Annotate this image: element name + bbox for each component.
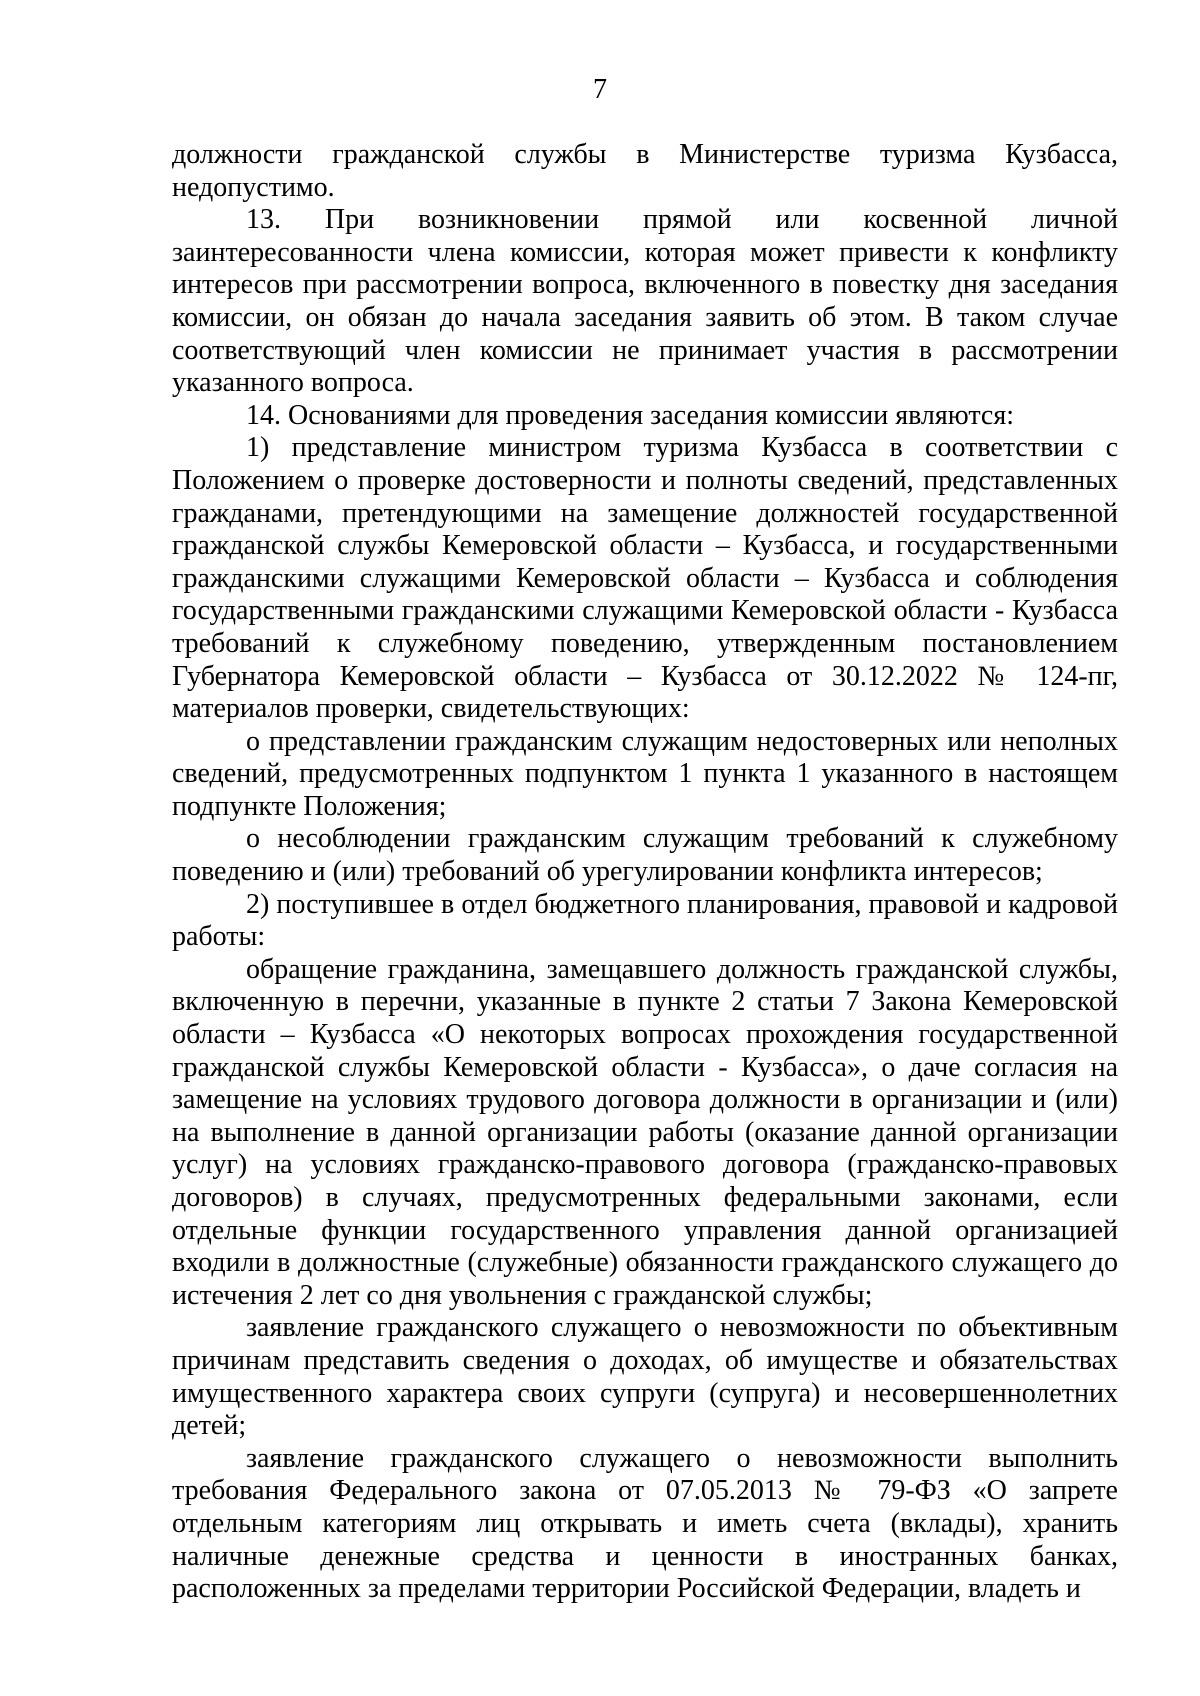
paragraph-subitem-1-b: о несоблюдении гражданским служащим требований к служебному поведению и (или) требований об урегулировании конфликта интересов; [172,823,1118,888]
paragraph-subitem-2: 2) поступившее в отдел бюджетного планирования, правовой и кадровой работы: [172,888,1118,953]
paragraph-subitem-1-a: о представлении гражданским служащим недостоверных или неполных сведений, предусмотренных подпунктом 1 пункта 1 указанного в настоящем подпункте Положения; [172,725,1118,822]
paragraph-subitem-2-a: обращение гражданина, замещавшего должность гражданской службы, включенную в перечни, указанные в пункте 2 статьи 7 Закона Кемеровской области – Кузбасса «О некоторых вопросах прохождения государственной гражданской службы Кемеровской области - Кузбасса», о даче согласия на замещение на условиях трудового договора должности в организации и (или) на выполнение в данной организации работы (оказание данной организации услуг) на условиях гражданско-правового договора (гражданско-правовых договоров) в случаях, предусмотренных федеральными законами, если отдельные функции государственного управления данной организацией входили в должностные (служебные) обязанности гражданского служащего до истечения 2 лет со дня увольнения с гражданской службы; [172,953,1118,1311]
document-body [172,139,1118,1606]
page-number: 7 [593,74,607,105]
paragraph-item-13: 13. При возникновении прямой или косвенной личной заинтересованности члена комиссии, которая может привести к конфликту интересов при рассмотрении вопроса, включенного в повестку дня заседания комиссии, он обязан до начала заседания заявить об этом. В таком случае соответствующий член комиссии не принимает участия в рассмотрении указанного вопроса. [172,204,1118,399]
paragraph-subitem-1: 1) представление министром туризма Кузбасса в соответствии с Положением о проверке достоверности и полноты сведений, представленных гражданами, претендующими на замещение должностей государственной гражданской службы Кемеровской области – Кузбасса, и государственными гражданскими служащими Кемеровской области – Кузбасса и соблюдения государственными гражданскими служащими Кемеровской области - Кузбасса требований к служебному поведению, утвержденным постановлением Губернатора Кемеровской области – Кузбасса от 30.12.2022 № 124-пг, материалов проверки, свидетельствующих: [172,432,1118,725]
paragraph-subitem-2-b: заявление гражданского служащего о невозможности по объективным причинам представить сведения о доходах, об имуществе и обязательствах имущественного характера своих супруги (супруга) и несовершеннолетних детей; [172,1312,1118,1442]
paragraph-subitem-2-c: заявление гражданского служащего о невозможности выполнить требования Федерального закона от 07.05.2013 № 79-ФЗ «О запрете отдельным категориям лиц открывать и иметь счета (вклады), хранить наличные денежные средства и ценности в иностранных банках, расположенных за пределами территории Российской Федерации, владеть и [172,1442,1118,1605]
paragraph-item-14: 14. Основаниями для проведения заседания комиссии являются: [246,399,1014,431]
paragraph-continuation: должности гражданской службы в Министерстве туризма Кузбасса, недопустимо. [172,139,1118,203]
